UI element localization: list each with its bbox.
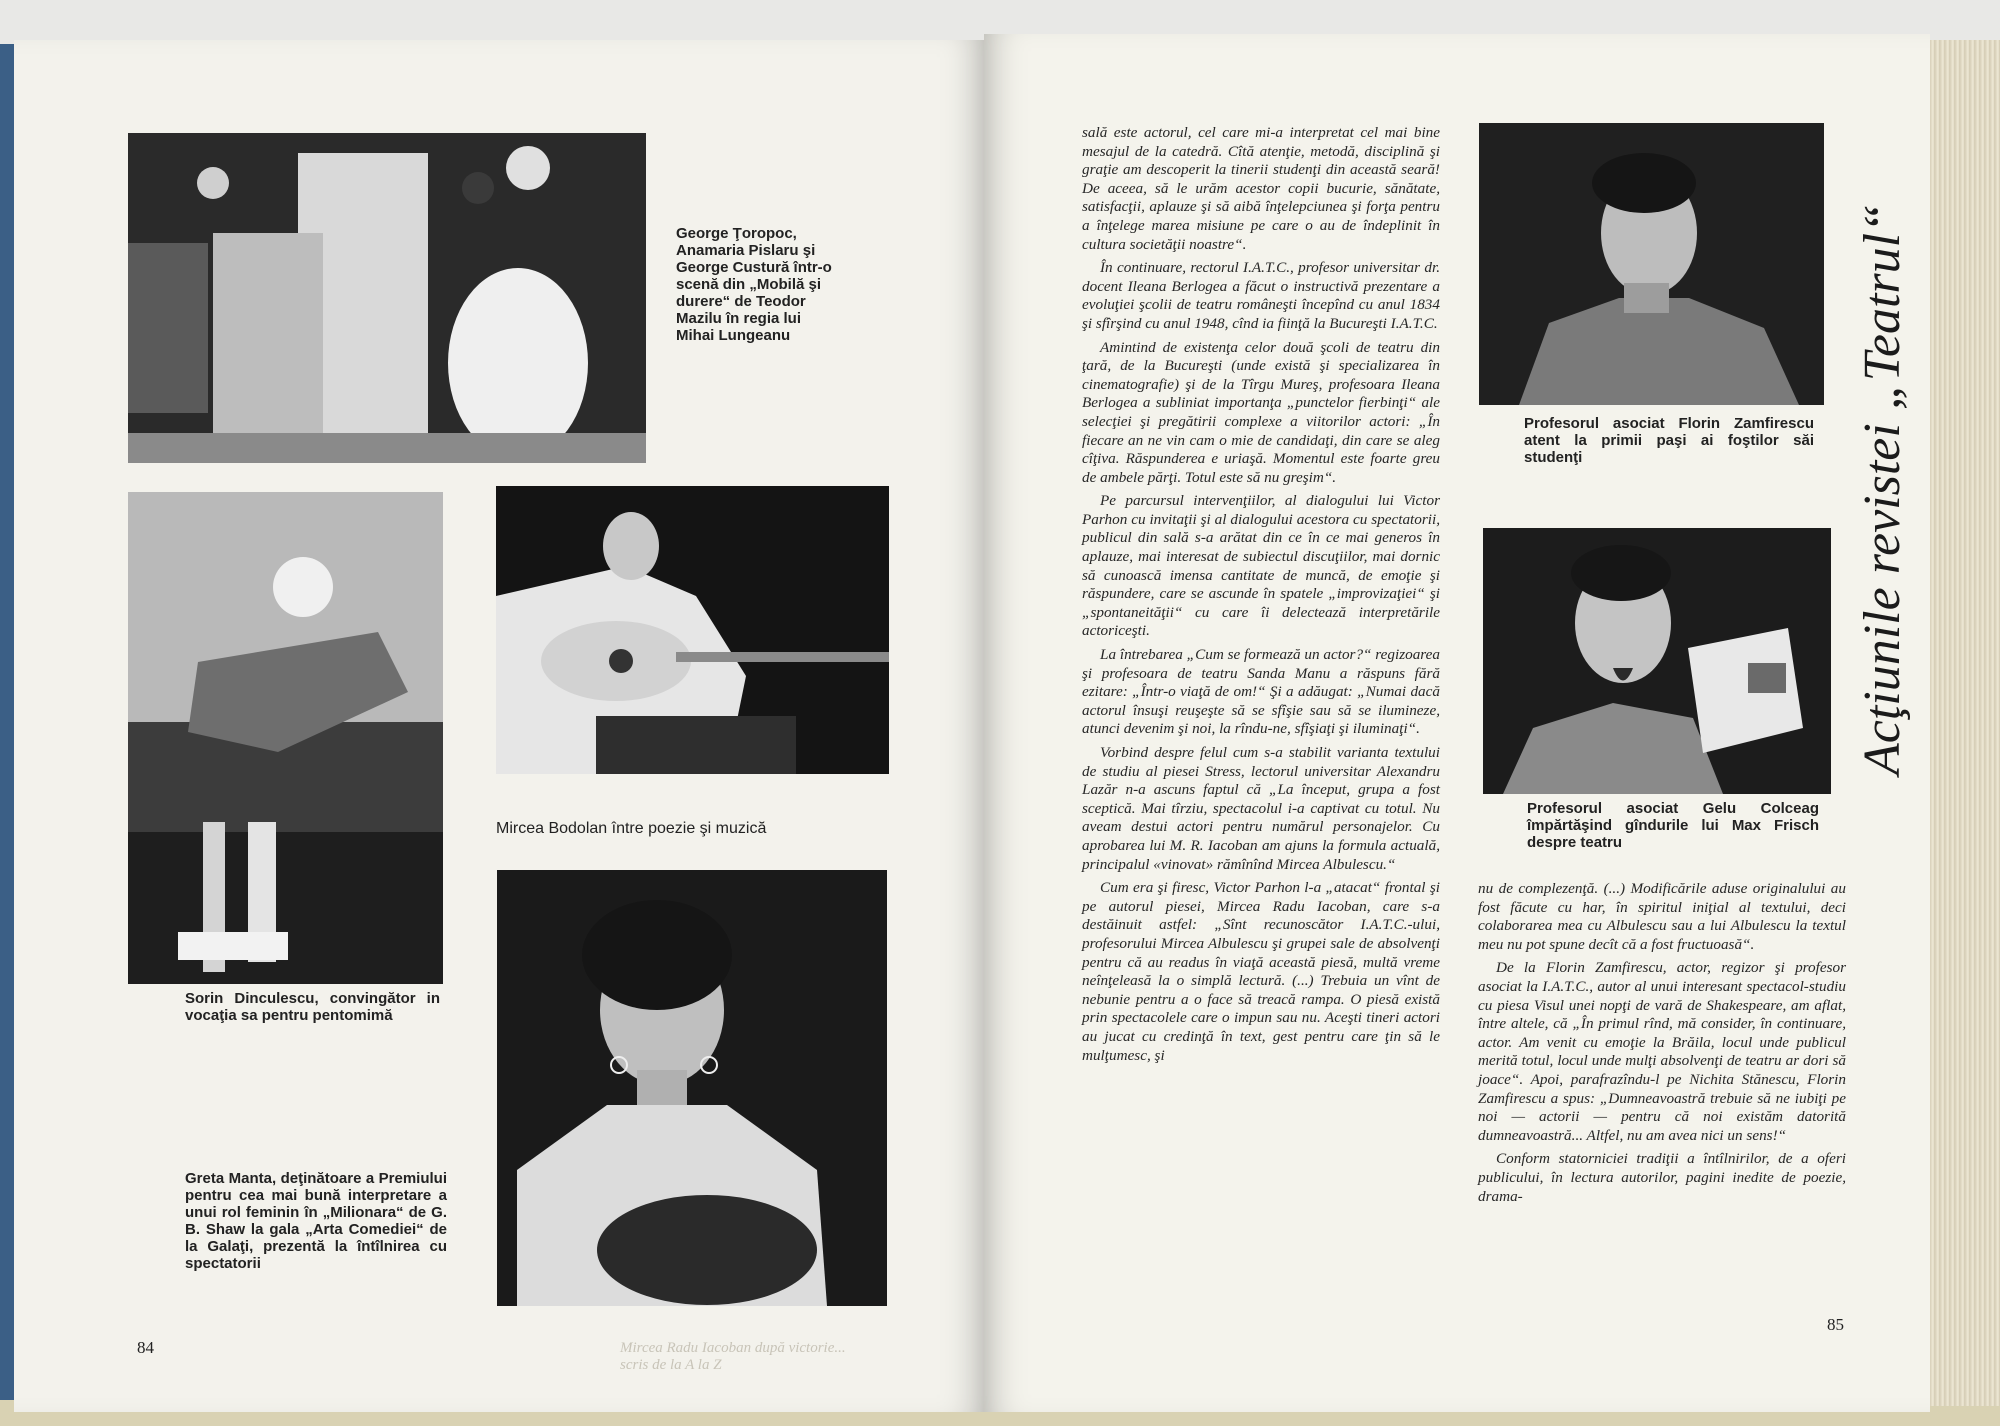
photo-stage-scene (128, 133, 646, 463)
paragraph: nu de complezenţă. (...) Modificările aduse originalului au fost făcute cu har, în spiritul iniţial al textului, deci colaborarea mea cu Albulescu sau a lui Albulescu la textul meu nu pot spune decît că a fost fructuoasă“. (1478, 880, 1846, 953)
page-number-right: 85 (1827, 1315, 1844, 1334)
paragraph: Cum era şi firesc, Victor Parhon l-a „atacat“ frontal şi pe autorul piesei, Mircea Radu Iacoban, care s-a destăinuit astfel: „Sînt recunoscător I.A.T.C.-ului, profesorului Mircea Albulescu şi grupei sale de absolvenţi pentru că au readus în viaţă această piesă, multă vreme neînţeleasă la o simplă lectură. (...) Trebuia un vînt de nebunie pentru a o face să treacă rampa. O piesă există prin spectacolele care o impun sau nu. Aceşti tineri actori au jucat cu credinţă în text, gest pentru care ţin să le mulţumesc, şi (1082, 879, 1440, 1064)
page-number-left: 84 (137, 1338, 154, 1357)
caption-scene: George Ţoropoc, Anamaria Pislaru şi George Custură într-o scenă din „Mobilă şi durere“ de Teodor Mazilu în regia lui Mihai Lungeanu (676, 225, 832, 344)
paragraph: În continuare, rectorul I.A.T.C., profesor universitar dr. docent Ileana Berlogea a făcut o instructivă prezentare a evoluţiei şcolii de teatru româneşti începînd cu anul 1834 şi sfîrşind cu anul 1948, cînd ia fiinţă la Bucureşti I.A.T.C. (1082, 259, 1440, 332)
article-column-2 (1478, 880, 1846, 1211)
photo-colceag (1483, 528, 1831, 794)
caption-guitar: Mircea Bodolan între poezie şi muzică (496, 820, 767, 837)
paragraph: Vorbind despre felul cum s-a stabilit varianta textului de studiu al piesei Stress, lectorul universitar Alexandru Lazăr n-a ascuns faptul că „La început, grupa a fost sceptică. Mai tîrziu, spectacolul i-a captivat cu totul. Nu aveam destui actori pentru numărul personajelor. Cu aprobarea lui M. R. Iacoban am ajuns la formula actuală, principalul «vinovat» rămînînd Mircea Albulescu.“ (1082, 744, 1440, 873)
page-edges (1930, 40, 2000, 1406)
caption-mime: Sorin Dinculescu, convingător in vocaţia sa pentru pentomimă (185, 990, 440, 1024)
paragraph: Pe parcursul intervenţiilor, al dialogului lui Victor Parhon cu invitaţii şi al dialogului acestora cu spectatorii, publicul din sală s-a arătat din ce în ce mai generos în aplauze, mai interesat de subiectul discuţiilor, mai dornic să cunoască imensa cantitate de muncă, de emoţie şi răspundere, care se ascunde în spatele „improvizaţiei“ şi „spontaneităţii“ cu care îi delectează interpretările actoriceşti. (1082, 492, 1440, 640)
paragraph: De la Florin Zamfirescu, actor, regizor şi profesor asociat la I.A.T.C., autor al unui interesant spectacol-studiu cu piesa Visul unei nopţi de vară de Shakespeare, am aflat, între altele, că „În primul rînd, mă consider, în continuare, actor. Am venit cu emoţie la Brăila, locul unde publicul merită totul, locul unde mulţi absolvenţi de teatru ar dori să joace“. Apoi, parafrazîndu-l pe Nichita Stănescu, Florin Zamfirescu a spus: „Dumneavoastră trebuie să ne iubiţi pe noi — actorii — pentru că noi existăm datorită dumneavoastră... Altfel, nu am avea nici un sens!“ (1478, 959, 1846, 1144)
photo-zamfirescu (1479, 123, 1824, 405)
caption-actress: Greta Manta, deţinătoare a Premiului pentru cea mai bună interpretare a unui rol feminin în „Milionara“ de G. B. Shaw la gala „Arta Comediei“ de la Galaţi, prezentă la întîlnirea cu spectatorii (185, 1170, 447, 1272)
caption-colceag: Profesorul asociat Gelu Colceag împărtăşind gîndurile lui Max Frisch despre teatru (1527, 800, 1819, 851)
paragraph: Conform statorniciei tradiţii a întîlnirilor, de a oferi publicului, în lectura autorilor, pagini inedite de poezie, drama- (1478, 1150, 1846, 1205)
caption-zamfirescu: Profesorul asociat Florin Zamfirescu atent la primii paşi ai foştilor săi studenţi (1524, 415, 1814, 466)
article-column-1 (1082, 124, 1440, 1070)
paragraph: La întrebarea „Cum se formează un actor?“ regizoarea şi profesoara de teatru Sanda Manu a răspuns fără ezitare: „Într-o viaţă de om!“ Şi a adăugat: „Numai dacă actorul însuşi reuşeşte să se sfîşie sau să se ilumineze, atunci devenim şi noi, la rîndu-ne, sfîşiaţi şi iluminaţi“. (1082, 646, 1440, 738)
photo-mime (128, 492, 443, 984)
vertical-section-title: Acţiunile revistei „Teatrul“ (1854, 203, 1911, 775)
paragraph: sală este actorul, cel care mi-a interpretat cel mai bine mesajul de la catedră. Cîtă atenţie, metodă, disciplină şi graţie am descoperit la tinerii studenţi din această seară! De aceea, să le urăm acestor copii bucurie, sănătate, satisfacţii, aplauze şi să aibă înţelepciunea şi forţa pentru a înţelege marea misiune pe care o au de îndeplinit în cultura societăţii noastre“. (1082, 124, 1440, 253)
bleed-through-text: Mircea Radu Iacoban după victorie... scris de la A la Z (620, 1340, 846, 1373)
paragraph: Amintind de existenţa celor două şcoli de teatru din ţară, de la Bucureşti (unde există şi specializarea în cinematografie) şi de la Tîrgu Mureş, profesoara Ileana Berlogea a subliniat importanţa „punctelor fierbinţi“ ale selecţiei şi pregătirii complexe a viitorilor actori: „În fiecare an ne vin cam o mie de candidaţi, din care se aleg cîţiva. Răspunderea e uriaşă. Momentul este foarte greu de ambele părţi. Totul este să nu greşim“. (1082, 338, 1440, 486)
photo-actress (497, 870, 887, 1306)
photo-guitar (496, 486, 889, 774)
